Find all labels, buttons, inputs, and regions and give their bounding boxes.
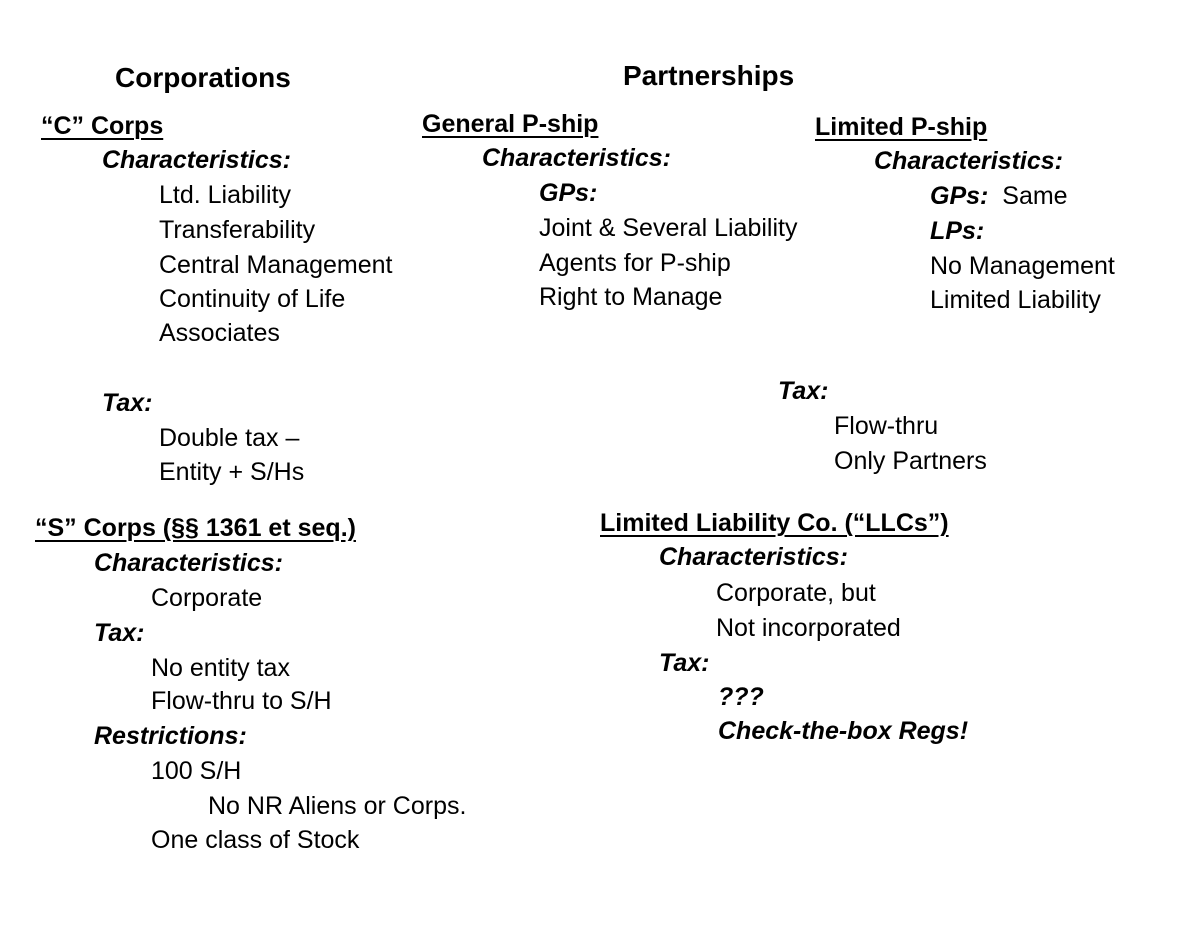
list-item: No entity tax bbox=[151, 654, 290, 682]
s-corps-title: “S” Corps (§§ 1361 et seq.) bbox=[35, 514, 356, 542]
c-corps-tax-label: Tax: bbox=[102, 389, 153, 417]
s-corps-characteristics-label: Characteristics: bbox=[94, 549, 283, 577]
list-item: No NR Aliens or Corps. bbox=[208, 792, 467, 820]
s-corps-restrictions-label: Restrictions: bbox=[94, 722, 247, 750]
general-pship-gps-label: GPs: bbox=[539, 179, 598, 207]
list-item: Flow-thru to S/H bbox=[151, 687, 332, 715]
s-corps-tax-label: Tax: bbox=[94, 619, 145, 647]
list-item: Not incorporated bbox=[716, 614, 901, 642]
list-item: Joint & Several Liability bbox=[539, 214, 798, 242]
list-item: Corporate, but bbox=[716, 579, 876, 607]
list-item: Double tax – bbox=[159, 424, 300, 452]
limited-pship-title: Limited P-ship bbox=[815, 113, 988, 141]
list-item: Entity + S/Hs bbox=[159, 458, 305, 486]
list-item: Central Management bbox=[159, 251, 393, 279]
llc-characteristics-label: Characteristics: bbox=[659, 543, 848, 571]
list-item: No Management bbox=[930, 252, 1115, 280]
list-item: Right to Manage bbox=[539, 283, 723, 311]
limited-pship-gps-label: GPs: bbox=[930, 182, 989, 210]
list-item: Check-the-box Regs! bbox=[718, 717, 969, 745]
llc-tax-label: Tax: bbox=[659, 649, 710, 677]
limited-pship-gps-row bbox=[930, 184, 1068, 209]
corporations-heading: Corporations bbox=[115, 62, 291, 93]
list-item: 100 S/H bbox=[151, 757, 242, 785]
c-corps-title: “C” Corps bbox=[41, 112, 164, 140]
list-item: Ltd. Liability bbox=[159, 181, 292, 209]
llc-title: Limited Liability Co. (“LLCs”) bbox=[600, 509, 949, 537]
list-item: ??? bbox=[718, 683, 764, 711]
general-pship-characteristics-label: Characteristics: bbox=[482, 144, 671, 172]
list-item: Continuity of Life bbox=[159, 285, 346, 313]
list-item: One class of Stock bbox=[151, 826, 360, 854]
list-item: Corporate bbox=[151, 584, 263, 612]
list-item: Associates bbox=[159, 319, 280, 347]
list-item: Transferability bbox=[159, 216, 316, 244]
limited-pship-gps-value: Same bbox=[1002, 182, 1068, 210]
limited-pship-characteristics-label: Characteristics: bbox=[874, 147, 1063, 175]
limited-pship-lps-label: LPs: bbox=[930, 217, 985, 245]
list-item: Limited Liability bbox=[930, 286, 1101, 314]
pship-tax-label: Tax: bbox=[778, 377, 829, 405]
general-pship-title: General P-ship bbox=[422, 110, 599, 138]
list-item: Only Partners bbox=[834, 447, 987, 475]
list-item: Agents for P-ship bbox=[539, 249, 731, 277]
c-corps-characteristics-label: Characteristics: bbox=[102, 146, 291, 174]
list-item: Flow-thru bbox=[834, 412, 939, 440]
partnerships-heading: Partnerships bbox=[623, 60, 795, 91]
